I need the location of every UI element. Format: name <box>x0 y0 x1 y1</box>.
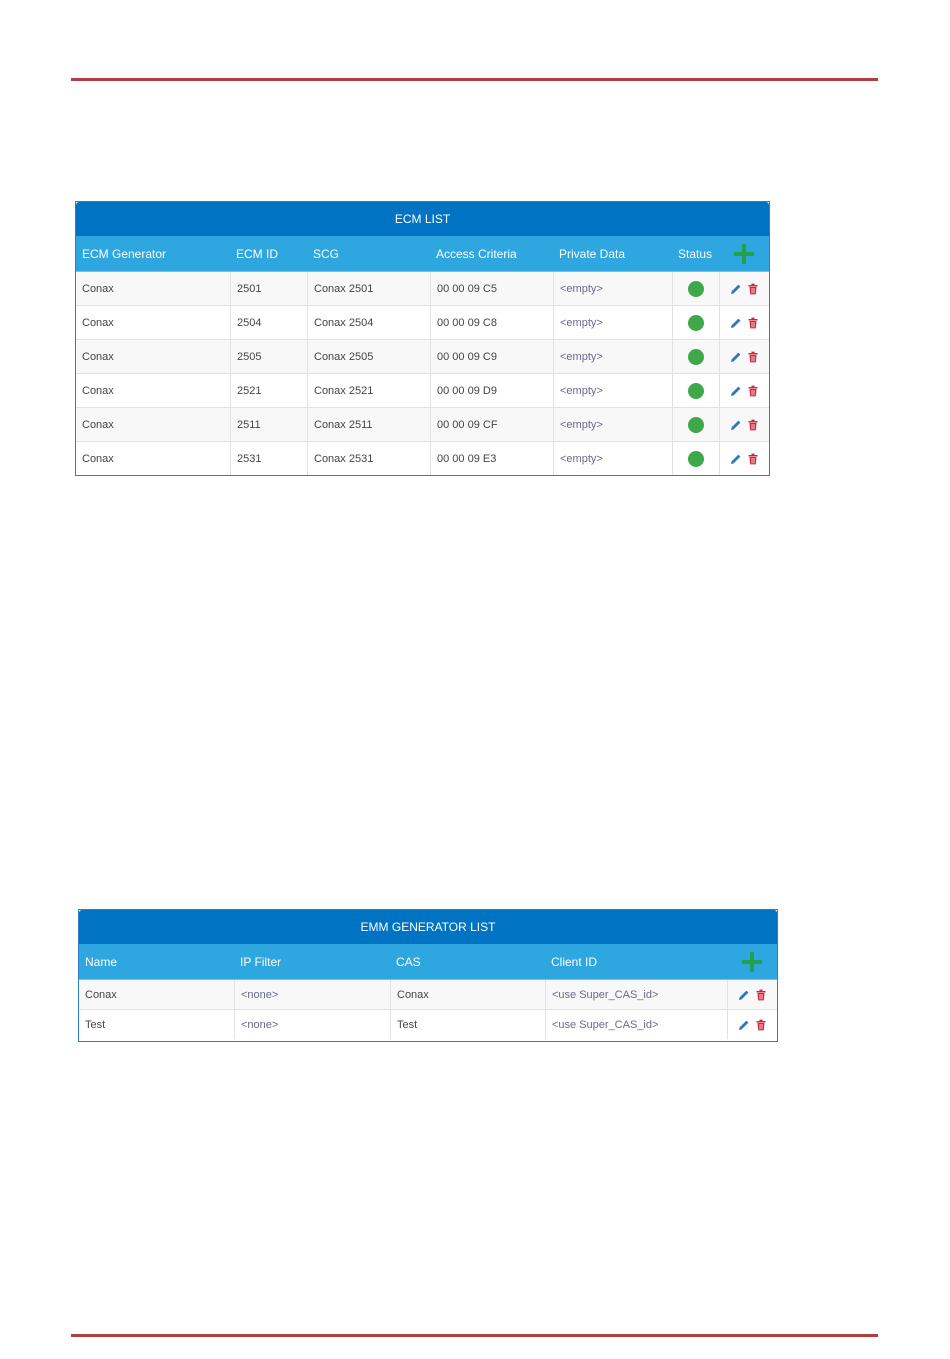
table-row <box>76 305 769 339</box>
scg-cell: Conax 2504 <box>307 306 430 339</box>
ecm-id-cell: 2511 <box>230 408 307 441</box>
access-criteria-cell: 00 00 09 E3 <box>430 442 553 475</box>
trash-icon[interactable] <box>755 1019 767 1031</box>
table-row <box>79 980 777 1009</box>
status-dot-icon <box>688 417 704 433</box>
trash-icon[interactable] <box>747 385 759 397</box>
emm-generator-list-panel <box>78 909 778 1042</box>
trash-icon[interactable] <box>747 453 759 465</box>
ecm-list-header <box>76 236 769 272</box>
col-private-data: Private Data <box>559 246 626 261</box>
ecm-generator-cell: Conax <box>82 384 114 397</box>
ecm-generator-cell: Conax <box>82 418 114 431</box>
client-id-cell: <use Super_CAS_id> <box>545 980 727 1009</box>
trash-icon[interactable] <box>747 317 759 329</box>
ecm-list-panel <box>75 201 770 476</box>
access-criteria-cell: 00 00 09 C9 <box>430 340 553 373</box>
trash-icon[interactable] <box>747 283 759 295</box>
name-cell: Test <box>85 1018 106 1031</box>
ecm-list-title: ECM LIST <box>76 202 769 236</box>
status-dot-icon <box>688 451 704 467</box>
access-criteria-cell: 00 00 09 D9 <box>430 374 553 407</box>
pencil-icon[interactable] <box>738 1019 750 1031</box>
plus-icon[interactable] <box>741 951 763 973</box>
pencil-icon[interactable] <box>730 317 742 329</box>
scg-cell: Conax 2531 <box>307 442 430 475</box>
ecm-generator-cell: Conax <box>82 316 114 329</box>
table-row <box>76 373 769 407</box>
ecm-id-cell: 2501 <box>230 272 307 305</box>
scg-cell: Conax 2511 <box>307 408 430 441</box>
private-data-cell: <empty> <box>553 408 672 441</box>
cas-cell: Conax <box>390 980 545 1009</box>
pencil-icon[interactable] <box>730 351 742 363</box>
page-header-rule <box>71 78 878 81</box>
col-ip-filter: IP Filter <box>240 954 282 969</box>
pencil-icon[interactable] <box>738 989 750 1001</box>
table-row <box>76 339 769 373</box>
status-dot-icon <box>688 315 704 331</box>
col-ecm-generator: ECM Generator <box>82 246 167 261</box>
ecm-list-body <box>76 272 769 475</box>
col-ecm-id: ECM ID <box>236 246 278 261</box>
private-data-cell: <empty> <box>553 306 672 339</box>
status-dot-icon <box>688 383 704 399</box>
col-name: Name <box>85 954 118 969</box>
ecm-id-cell: 2505 <box>230 340 307 373</box>
status-dot-icon <box>688 281 704 297</box>
ecm-generator-cell: Conax <box>82 350 114 363</box>
col-access-criteria: Access Criteria <box>436 246 517 261</box>
table-row <box>76 272 769 305</box>
access-criteria-cell: 00 00 09 C5 <box>430 272 553 305</box>
pencil-icon[interactable] <box>730 385 742 397</box>
client-id-cell: <use Super_CAS_id> <box>545 1010 727 1039</box>
pencil-icon[interactable] <box>730 453 742 465</box>
col-scg: SCG <box>313 246 340 261</box>
private-data-cell: <empty> <box>553 340 672 373</box>
emm-list-body <box>79 980 777 1039</box>
page-footer-rule <box>71 1334 878 1337</box>
ecm-generator-cell: Conax <box>82 282 114 295</box>
pencil-icon[interactable] <box>730 283 742 295</box>
scg-cell: Conax 2501 <box>307 272 430 305</box>
table-row <box>76 407 769 441</box>
col-client-id: Client ID <box>551 954 598 969</box>
scg-cell: Conax 2505 <box>307 340 430 373</box>
pencil-icon[interactable] <box>730 419 742 431</box>
name-cell: Conax <box>85 988 117 1001</box>
ecm-id-cell: 2531 <box>230 442 307 475</box>
private-data-cell: <empty> <box>553 374 672 407</box>
trash-icon[interactable] <box>747 419 759 431</box>
ecm-generator-cell: Conax <box>82 452 114 465</box>
trash-icon[interactable] <box>747 351 759 363</box>
table-row <box>79 1009 777 1039</box>
ip-filter-cell: <none> <box>234 980 390 1009</box>
access-criteria-cell: 00 00 09 CF <box>430 408 553 441</box>
col-status: Status <box>678 246 713 261</box>
ecm-id-cell: 2521 <box>230 374 307 407</box>
trash-icon[interactable] <box>755 989 767 1001</box>
status-dot-icon <box>688 349 704 365</box>
emm-list-header <box>79 944 777 980</box>
private-data-cell: <empty> <box>553 442 672 475</box>
plus-icon[interactable] <box>733 243 755 265</box>
emm-list-title: EMM GENERATOR LIST <box>79 910 777 944</box>
scg-cell: Conax 2521 <box>307 374 430 407</box>
ecm-id-cell: 2504 <box>230 306 307 339</box>
private-data-cell: <empty> <box>553 272 672 305</box>
ip-filter-cell: <none> <box>234 1010 390 1039</box>
table-row <box>76 441 769 475</box>
col-cas: CAS <box>396 954 421 969</box>
cas-cell: Test <box>390 1010 545 1039</box>
access-criteria-cell: 00 00 09 C8 <box>430 306 553 339</box>
